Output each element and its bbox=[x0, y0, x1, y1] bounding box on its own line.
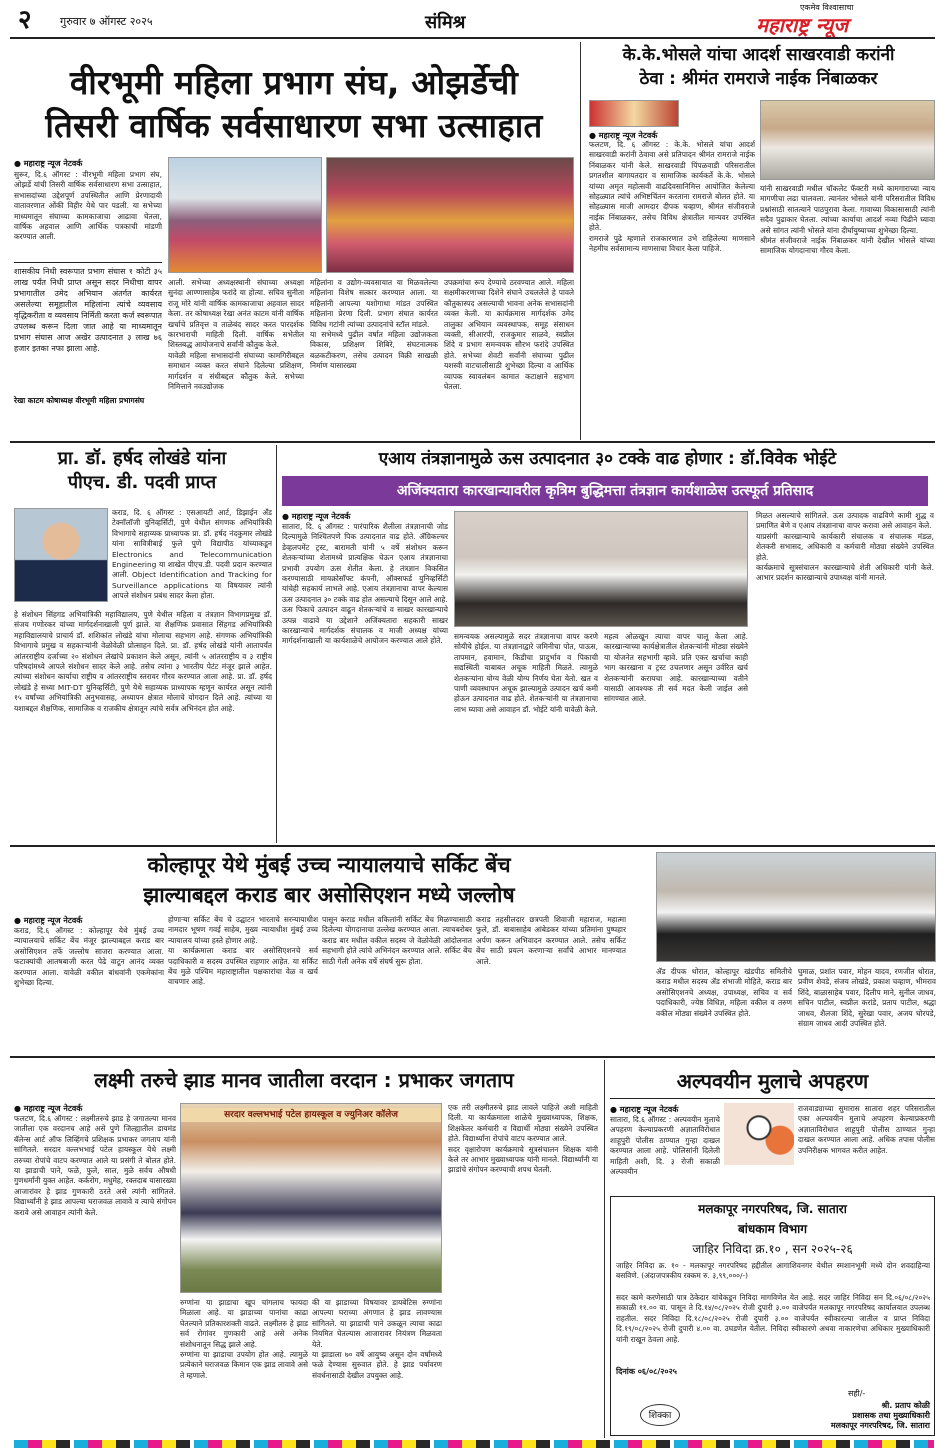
story2-col2: यांनी साखरवाडी मधील चॉकलेट फॅक्टरी मध्ये कामगाराच्या न्याय मागणीचा लढा चालवला. त्यानंतर भोसले यांनी परिसरातील विविध प्रश्नांसाठी सातत्याने पाठपुरावा केला. गावाच्या विकासासाठी त्यांनी सदैव पुढाकार घेतला. त्यांच्या कार्याचा आदर्श नव्या पिढीने घ्यावा असे सांगत त्यांनी भोसले यांना दीर्घायुष्याच्या शुभेच्छा दिल्या. श्रीमंत संजीवराजे नाईक निंबाळकर यांनी देखील भोसले यांच्या सामाजिक योगदानाचा गौरव केला. bbox=[760, 184, 935, 256]
story6-headline: लक्ष्मी तरुचे झाड मानव जातीला वरदान : प्रभाकर जगताप bbox=[94, 1068, 514, 1092]
notice-designation: प्रशासक तथा मुख्याधिकारी bbox=[852, 1411, 930, 1420]
story7-rule bbox=[610, 1098, 935, 1099]
story6-col4: एक तरी लक्ष्मीतरुचे झाड लावले पाहिजे अशी माहिती दिली. या कार्यक्रमाला शाळेचे मुख्याध्यापक, शिक्षक, शिक्षकेतर कर्मचारी व विद्यार्थी मोठ्या संख्येने उपस्थित होते. विद्यार्थ्यांना रोपांचे वाटप करण्यात आले. सदर वृक्षारोपण कार्यक्रमाचे सूत्रसंचालन शिक्षक यांनी केले तर आभार मुख्याध्यापक यांनी मानले. विद्यार्थ्यांनी या झाडांचे संगोपन करण्याची शपथ घेतली. bbox=[448, 1103, 598, 1175]
color-registration-bar bbox=[14, 1440, 934, 1448]
story5-col1: कराड, दि.६ ऑगस्ट : कोल्हापूर येथे मुंबई उच्च न्यायालयाचे सर्किट बेंच मंजूर झाल्याबद्दल कराड बार असोसिएशन तर्फे जल्लोष साजरा करण्यात आला. फटाक्यांची आतषबाजी करत पेढे वाटून आनंद व्यक्त करण्यात आला. यावेळी वकील बांधवांनी एकमेकांना शुभेच्छा दिल्या. bbox=[14, 926, 164, 988]
column-rule-story3 bbox=[276, 445, 277, 843]
story6-byline: ● महाराष्ट्र न्यूज नेटवर्क bbox=[14, 1104, 83, 1113]
story3-headline bbox=[14, 447, 270, 495]
story5-col5: ॲड दीपक थोरात, कोल्हापूर खंडपीठ समितीचे कराड मधील सदस्य ॲड संभाजी मोहिते, कराड बार असोसिएशनचे अध्यक्ष, उपाध्यक्ष, सचिव व सर्व पदाधिकारी, ज्येष्ठ विधिज्ञ, महिला वकील व तरुण वकील मोठ्या संख्येने उपस्थित होते. bbox=[656, 967, 792, 1018]
story1-divider bbox=[14, 262, 162, 263]
story5-headline-line2: झाल्याबद्दल कराड बार असोसिएशन मध्ये जल्लोष bbox=[143, 883, 515, 907]
story3-col2: हे संशोधन सिंहगड अभियांत्रिकी महाविद्यालय, पुणे येथील महिला व तंत्रज्ञान विभागप्रमुख डॉ. संजय गणोरकर यांच्या मार्गदर्शनाखाली पूर्ण झाले. या शैक्षणिक प्रवासात सिंहगड अभियांत्रिकी महाविद्यालयाचे प्राचार्य डॉ. शशिकांत लोखंडे यांचा मोलाचा सहभाग आहे. संगणक अभियांत्रिकी विभागाचे प्रमुख व सहकाऱ्यांनी वेळोवेळी प्रोत्साहन दिले. प्रा. डॉ. हर्षद लोखंडे यांनी आतापर्यंत आंतरराष्ट्रीय दर्जाच्या २० संशोधन लेखांचे प्रकाशन केले असून, त्यांनी ५ आंतरराष्ट्रीय व ३ राष्ट्रीय परिषदांमध्ये आपले संशोधन सादर केले आहे. तसेच त्यांना ३ भारतीय पेटंट मंजूर झाले आहेत. त्यांच्या संशोधन कार्याचा राष्ट्रीय व आंतरराष्ट्रीय स्तरावर गौरव करण्यात आला आहे. प्रा. डॉ. हर्षद लोखंडे हे सध्या MIT-DT युनिव्हर्सिटी, पुणे येथे सहाय्यक प्राध्यापक म्हणून कार्यरत असून त्यांनी १५ वर्षांच्या अभियांत्रिकी अनुभवासह, अध्यापन क्षेत्रात मोलाचे योगदान दिले आहे. त्यांच्या या यशाबद्दल शैक्षणिक, सामाजिक व राजकीय क्षेत्रातून त्यांचे सर्वत्र अभिनंदन होत आहे. bbox=[14, 610, 272, 713]
story7-byline-text: महाराष्ट्र न्यूज नेटवर्क bbox=[619, 1105, 679, 1114]
story7-byline: ● महाराष्ट्र न्यूज नेटवर्क bbox=[610, 1105, 679, 1114]
story1-caption-credit: रेखा काटम कोषाध्यक्ष वीरभूमी महिला प्रभागसंघ bbox=[14, 396, 145, 405]
story5-byline: ● महाराष्ट्र न्यूज नेटवर्क bbox=[14, 916, 83, 925]
story5-byline-text: महाराष्ट्र न्यूज नेटवर्क bbox=[23, 916, 83, 925]
newspaper-logo: महाराष्ट्र न्यूज bbox=[756, 13, 849, 37]
column-rule-bottom bbox=[604, 1060, 605, 1438]
story6-photo-banner-text: सरदार वल्लभभाई पटेल हायस्कूल व ज्युनिअर कॉलेज bbox=[181, 1108, 441, 1122]
story1-col3: महिलांना व उद्योग-व्यवसायात या मिळवलेल्या महिलांना विशेष सत्कार करण्यात आला. या महिलांनी आपल्या यशोगाथा मांडत उपस्थित महिलांना प्रेरणा दिली. प्रभाग संघात कार्यरत विविध गटांनी त्यांच्या उत्पादनांचे स्टॉल मांडले. या सभेमध्ये पुढील वर्षात महिला उद्योजकता विकास, प्रशिक्षण शिबिरे, संघटनात्मक बळकटीकरण, तसेच उत्पादन विक्री साखळी निर्माण यासारख्या bbox=[310, 278, 438, 371]
notice-para2: सदर कामे करणेसाठी पात्र ठेकेदार यांचेकडून निविदा मागविणेत येत आहे. सदर जाहिर निविदा सन दि.०६/०८/२०२५ सकाळी ११.०० वा. पासून ते दि.१४/०८/२०२५ रोजी दुपारी ३.०० वाजेपर्यंत मलकापूर नगरपरिषद कार्यालयात उपलब्ध राहतील. सदर निविदा दि.१८/०८/२०२५ रोजी दुपारी ३.०० वाजेपर्यंत स्वीकारल्या जातील व प्राप्त निविदा दि.१९/०८/२०२५ रोजी दुपारी ४.०० वा. उघडणेत येतील. निविदा स्वीकारणे अथवा नाकारणेचा अधिकार मुख्याधिकारी यांनी राखून ठेवला आहे. bbox=[616, 1293, 930, 1344]
story1-col2: आली. सभेच्या अध्यक्षस्थानी संघाच्या अध्यक्षा सुनंदा आण्णासाहेब फरांदे या होत्या. सचिव सुनीता राजू मोरे यांनी वार्षिक कामकाजाचा अहवाल सादर केला. तर कोषाध्यक्ष रेखा अनंत काटम यांनी वार्षिक खर्चाचे प्रतिवृत्त व ताळेबंद सादर करत पारदर्शक कारभाराची माहिती दिली. वार्षिक सभेतील शिस्तबद्ध आयोजनाचे सर्वांनी कौतुक केले. यावेळी महिला सभासदांनी संघाच्या कामगिरीबद्दल समाधान व्यक्त करत संघाने दिलेल्या प्रशिक्षण, मार्गदर्शन व संधीबद्दल कौतुक केले. सभेच्या निमित्ताने नवउद्योजक bbox=[168, 278, 304, 392]
notice-tender-number: जाहिर निविदा क्र.१० , सन २०२५-२६ bbox=[692, 1242, 853, 1256]
story5-col6: घुमाळ, प्रशांत पवार, मोहन यादव, रणजीत थोरात, प्रवीण शेवडे, संजय लोखंडे, प्रकाश चव्हाण, भीमराव शिंदे, बाळासाहेब पवार, दिलीप माने, सुनील जाधव, सचिन पाटील, स्वप्नील करांडे, प्रताप पाटील, श्रद्धा जाधव, शैलजा शिंदे, सुरेखा पवार, अजय घोरपडे, संग्राम जाधव आदी उपस्थित होते. bbox=[798, 967, 936, 1029]
story5-headline bbox=[14, 850, 644, 910]
story7-col2: राजवाड्याच्या सुमारास सातारा शहर परिसरातील एका अल्पवयीन मुलाचे अपहरण केल्याप्रकरणी अज्ञाताविरोधात शाहूपुरी पोलीस ठाण्यात गुन्हा दाखल करण्यात आला आहे. अधिक तपास पोलीस उपनिरीक्षक भागवत करीत आहेत. bbox=[798, 1104, 935, 1155]
story4-subhead-banner: अजिंक्यतारा कारखान्यावरील कृत्रिम बुद्धिमत्ता तंत्रज्ञान कार्यशाळेस उत्स्फूर्त प्रतिसाद bbox=[282, 476, 928, 506]
masthead-rule bbox=[10, 37, 935, 39]
story6-photo-school bbox=[180, 1103, 442, 1293]
story2-byline-text: महाराष्ट्र न्यूज नेटवर्क bbox=[598, 131, 658, 140]
story1-headline-line1: वीरभूमी महिला प्रभाग संघ, ओझर्डेची bbox=[69, 63, 519, 102]
notice-signatory: श्री. प्रताप कोळी bbox=[881, 1401, 930, 1410]
story2-byline: ● महाराष्ट्र न्यूज नेटवर्क bbox=[589, 131, 658, 140]
story1-col4: उपक्रमांचा रूप देण्याचे ठरवण्यात आले. महिला सक्षमीकरणाच्या दिशेने संघाने उचललेले हे पावले कौतुकास्पद असल्याची भावना अनेक सभासदांनी व्यक्त केली. या कार्यक्रमास मार्गदर्शक उमेद तालुका अभियान व्यवस्थापक, समूह संसाधन व्यक्ती, सीआरपी, राजकुमार साळवे, स्वप्नील शिंदे व प्रभाग समन्वयक सौरभ फरांदे उपस्थित होते. सभेच्या शेवटी सर्वांनी संघाच्या पुढील यशस्वी वाटचालीसाठी शुभेच्छा दिल्या व आर्थिक व्यापक स्वावलंबन कामात कटाक्षाने सहभाग घेतला. bbox=[444, 278, 574, 392]
story6-col1: फलटण, दि.६ ऑगस्ट : लक्ष्मीतरुचे झाड हे जगातल्या मानव जातीला एक वरदानच आहे असे पुणे जिल्ह्यातील डायमंड बॅलेन्स आर्ट ऑफ लिव्हिंगचे प्रशिक्षक प्रभाकर जगताप यांनी सांगितले. सरदार वल्लभभाई पटेल हायस्कूल येथे लक्ष्मी तरुच्या रोपांचे वाटप करण्यात आले या प्रसंगी ते बोलत होते. या झाडाची पाने, फळे, फुले, साल, मुळे सर्वच औषधी गुणधर्मांनी युक्त आहेत. कर्करोग, मधुमेह, रक्तदाब यासारख्या आजारांवर हे झाड गुणकारी ठरते असे त्यांनी सांगितले. विद्यार्थ्यांनी हे झाड आपल्या घराजवळ लावावे व त्याचे संगोपन करावे असे आवाहन त्यांनी केले. bbox=[14, 1114, 176, 1217]
story5-col3: पासून कराड मधील वकिलांनी सर्किट बेंच मिळण्यासाठी दिलेल्या योगदानाचा उल्लेख करण्यात आला. त्याचबरोबर कराड बार मधील वकील सदस्य जे वेळोवेळी आंदोलनात सहभागी होते त्यांचे अभिनंदन करण्यात आले. सर्किट बेंच साठी गेली अनेक वर्षे संघर्ष सुरू होता. bbox=[322, 915, 472, 966]
story2-headline bbox=[586, 43, 931, 91]
story6-col3: की या झाडाच्या विषयावर डायबेटिस रुग्णांना आपल्या घराच्या अंगणात हे झाड लावण्यास सांगितले. या झाडाची पाने उकळून त्याचा काढा नियमित घेतल्यास आजारावर नियंत्रण मिळवता येते. या झाडाला ७० वर्षे आयुष्य असून दोन वर्षांमध्ये फळे देण्यास सुरुवात होते. हे झाड पर्यावरण संवर्धनासाठी देखील उपयुक्त आहे. bbox=[312, 1298, 442, 1380]
story4-col3: महत्व ओळखून त्याचा वापर चालू केला आहे. कारखान्याच्या कार्यक्षेत्रातील शेतकऱ्यांनी मोठ्या संख्येने या योजनेत सहभागी व्हावे. प्रति एकर खर्चाचा काही भाग कारखाना व ट्रस्ट उचलणार असून उर्वरित खर्च शेतकऱ्यांनी करायचा आहे. कारखान्याच्या वतीने यासाठी आवश्यक ती सर्व मदत केली जाईल असे सांगण्यात आले. bbox=[604, 632, 748, 704]
story6-col2: रुग्णांना या झाडाचा खूप चांगलाच फायदा मिळाला आहे. या झाडाच्या पानांचा काढा घेतल्याने प्रतिकारशक्ती वाढते. लक्ष्मीतरु हे झाड सर्व रोगांवर गुणकारी आहे असे अनेक संशोधनातून सिद्ध झाले आहे. रुग्णांना या झाडाचा उपयोग होत आहे. त्यामुळे प्रत्येकाने घराजवळ किमान एक झाड लावावे असे ते म्हणाले. bbox=[180, 1298, 308, 1380]
story1-headline-line2: तिसरी वार्षिक सर्वसाधारण सभा उत्साहात bbox=[45, 106, 543, 145]
story2-col1: फलटण, दि. ६ ऑगस्ट : के.के. भोसले यांचा आदर्श साखरवाडी करांनी ठेवावा असे प्रतिपादन श्रीमंत रामराजे नाईक निंबाळकर यांनी केले. साखरवाडी पिंपळवाडी परिसरातील प्रगतशील बागायतदार व सामाजिक कार्यकर्ते के.के. भोसले यांच्या अमृत महोत्सवी वाढदिवसानिमित्त आयोजित केलेल्या सोहळ्यात त्यांचे अभिष्टचिंतन करताना रामराजे बोलत होते. या सोहळ्यास माजी आमदार दीपक चव्हाण, श्रीमंत संजीवराजे नाईक निंबाळकर, तसेच विविध क्षेत्रातील मान्यवर उपस्थित होते. रामराजे पुढे म्हणाले राजकारणात उभे राहिलेल्या माणसाने नेहमीच सर्वसामान्य माणसाचा विचार केला पाहिजे. bbox=[589, 140, 755, 254]
story7-headline: अल्पवयीन मुलाचे अपहरण bbox=[676, 1069, 869, 1093]
story3-headline-line2: पीएच. डी. पदवी प्राप्त bbox=[67, 472, 217, 493]
story4-col4: मिळत असल्याचे सांगितले. ऊस उत्पादक वाढविणे कामी शुद्ध व प्रमाणित बेणे व एआय तंत्रज्ञानाचा वापर करावा असे आवाहन केले. याप्रसंगी कारखान्याचे कार्यकारी संचालक व संचालक मंडळ, शेतकरी सभासद, अधिकारी व कर्मचारी मोठ्या संख्येने उपस्थित होते. कार्यक्रमाचे सूत्रसंचालन कारखान्याचे शेती अधिकारी यांनी केले. आभार प्रदर्शन कारखान्याचे उपाध्यक्ष यांनी मानले. bbox=[756, 511, 934, 583]
notice-para1: जाहिर निविदा क्र. १० - मलकापूर नगरपरिषद हद्दीतील आगाशिवनगर येथील स्मशानभूमी मध्ये दोन शवदाहिन्या बसविणे. (अंदाजपत्रकीय रक्कम रु. ३,९९,०००/-) bbox=[616, 1261, 930, 1281]
story5-photo-lawyers bbox=[656, 852, 936, 962]
page-number: २ bbox=[18, 5, 32, 35]
story3-col1: कराड, दि. ६ ऑगस्ट : एसआयटी आर्ट, डिझाईन ॲंड टेक्नॉलॉजी युनिव्हर्सिटी, पुणे येथील संगणक अभियांत्रिकी विभागाचे सहाय्यक प्राध्यापक प्रा. डॉ. हर्षद नंदकुमार लोखंडे यांना सावित्रीबाई फुले पुणे विद्यापीठ यांच्याकडून Electronics and Telecommunication Engineering या शाखेत पीएच.डी. पदवी प्रदान करण्यात आली. Object Identification and Tracking for Surveillance applications या विषयावर त्यांनी आपले संशोधन प्रबंध सादर केला होता. bbox=[112, 508, 272, 601]
story4-byline: ● महाराष्ट्र न्यूज नेटवर्क bbox=[282, 512, 351, 521]
story1-photo-women-officials bbox=[168, 157, 322, 273]
masthead-tagline: एकमेव विश्वासाचा bbox=[800, 3, 854, 12]
notice-office: मलकापूर नगरपरिषद, जि. सातारा bbox=[830, 1421, 930, 1430]
story4-col2: समन्वयक असल्यामुळे सदर तंत्रज्ञानाचा वापर करणे सोयीचे होईल. या तंत्रज्ञानाद्वारे जमिनीचा पोत, पाऊस, तापमान, हवामान, किडीचा प्रादुर्भाव व पिकाची सद्यस्थिती याबाबत अचूक माहिती मिळते. त्यामुळे शेतकऱ्यांना योग्य वेळी योग्य निर्णय घेता येतो. खत व पाणी व्यवस्थापन अचूक झाल्यामुळे उत्पादन खर्च कमी होऊन उत्पादनात वाढ होते. शेतकऱ्यांनी या तंत्रज्ञानाचा लाभ घ्यावा असे आवाहन डॉ. भोईटे यांनी यावेळी केले. bbox=[454, 632, 598, 714]
story2-headline-line2: ठेवा : श्रीमंत रामराजे नाईक निंबाळकर bbox=[639, 69, 878, 89]
story4-col1: सातारा, दि. ६ ऑगस्ट : पारंपारिक शैलीला तंत्रज्ञानाची जोड दिल्यामुळे निश्चितपणे पिक उत्पादनात वाढ होते. ॲग्रिकल्चर डेव्हलपमेंट ट्रस्ट, बारामती यांनी ५ वर्षे संशोधन करून शेतकऱ्यांच्या शेतामध्ये प्रात्यक्षिक घेऊन एआय तंत्रज्ञानाचा प्रभावी उपयोग ऊस शेतीत केला. हे तंत्रज्ञान विकसित करण्यासाठी मायक्रोसॉफ्ट कंपनी, ऑक्सफर्ड युनिव्हर्सिटी यांचेही सहकार्य लाभले आहे. एआय तंत्रज्ञानाचा वापर केल्यास ऊस उत्पादनात ३० टक्के वाढ होत असल्याचे दिसून आले आहे. ऊस पिकाचे उत्पादन वाढून शेतकऱ्यांचे व साखर कारखान्याचे उत्पन्न वाढावे या उद्देशाने अजिंक्यतारा सहकारी साखर कारखान्याचे मार्गदर्शक संचालक व माजी अध्यक्ष यांच्या मार्गदर्शनाखाली या कार्यशाळेचे आयोजन करण्यात आले होते. bbox=[282, 522, 448, 646]
issue-date: गुरुवार ७ ऑगस्ट २०२५ bbox=[60, 15, 153, 28]
section-rule-1 bbox=[10, 441, 935, 443]
story7-illustration bbox=[724, 1103, 794, 1165]
section-rule-3 bbox=[10, 1056, 935, 1058]
story2-photo-stage bbox=[589, 100, 679, 127]
story1-headline bbox=[14, 61, 574, 147]
story3-headline-line1: प्रा. डॉ. हर्षद लोखंडे यांना bbox=[57, 448, 227, 469]
story2-photo-audience bbox=[760, 100, 935, 180]
story1-col1-bottom: शासकीय निधी स्वरूपात प्रभाग संघास १ कोटी ३५ लाख पर्यंत निधी प्राप्त असून सदर निधीचा वापर प्रभागातील उमेद अभियान अंतर्गत कार्यरत असलेल्या समूहातील महिलांना त्यांचे व्यवसाय वृद्धिकरीता व व्यवसाय निर्मिती करता कर्ज स्वरूपात उपलब्ध करून दिला जात आहे या माध्यमातून प्रभाग संघास आज अखेर उत्पादनात ३ लाख ७६ हजार इतका नफा झाला आहे. bbox=[14, 267, 162, 353]
story5-headline-line1: कोल्हापूर येथे मुंबई उच्च न्यायालयाचे सर्किट बेंच bbox=[147, 853, 511, 877]
story4-headline: एआय तंत्रज्ञानामुळे ऊस उत्पादनात ३० टक्के वाढ होणार : डॉ.विवेक भोईटे bbox=[378, 449, 837, 469]
story6-byline-text: महाराष्ट्र न्यूज नेटवर्क bbox=[23, 1104, 83, 1113]
notice-stamp: शिक्का bbox=[640, 1404, 680, 1426]
notice-title: मलकापूर नगरपरिषद, जि. सातारा bbox=[698, 1202, 847, 1216]
notice-date: दिनांक ०६/०८/२०२५ bbox=[616, 1367, 677, 1376]
story5-col2: होणाऱ्या सर्किट बेंच चे उद्घाटन भारताचे सरन्यायाधीश नामदार भूषण गवई साहेब, मुख्य न्यायाधीश मुंबई उच्च न्यायालय यांच्या हस्ते होणार आहे. या कार्यक्रमाला कराड बार असोसिएशनचे सर्व पदाधिकारी व सदस्य उपस्थित राहणार आहेत. या सर्किट बेंच मुळे पश्चिम महाराष्ट्रातील पक्षकारांचा वेळ व खर्च वाचणार आहे. bbox=[168, 915, 318, 987]
story4-photo-group bbox=[454, 511, 748, 627]
story1-byline: ● महाराष्ट्र न्यूज नेटवर्क bbox=[14, 159, 83, 168]
story5-col4: कराड तहसीलदार छत्रपती शिवाजी महाराज, महात्मा फुले, डॉ. बाबासाहेब आंबेडकर यांच्या प्रतिमांना पुष्पहार अर्पण करून अभिवादन करण्यात आले. तसेच सर्किट बेंच साठी प्रयत्न करणाऱ्या सर्वांचे आभार मानण्यात आले. bbox=[476, 915, 626, 966]
story1-col1-top: सुरूर, दि.६ ऑगस्ट : वीरभूमी महिला प्रभाग संघ, ओझर्डे यांची तिसरी वार्षिक सर्वसाधारण सभा उत्साहात, सभासदांच्या उद्देशपूर्ण उपस्थितीत आणि प्रेरणादायी वातावरणात ओंकी विहीर येथे पार पडली. या सभेच्या माध्यमातून संघाच्या कामकाजाचा आढावा घेतला, वार्षिक अहवाल आणि आर्थिक पत्रकाची मांडणी करण्यात आली. bbox=[14, 170, 162, 242]
story2-headline-line1: के.के.भोसले यांचा आदर्श साखरवाडी करांनी bbox=[622, 45, 895, 65]
story1-byline-text: महाराष्ट्र न्यूज नेटवर्क bbox=[23, 159, 83, 168]
notice-sign-label: सही/- bbox=[848, 1389, 866, 1398]
section-title: संमिश्र bbox=[425, 12, 466, 33]
section-rule-2 bbox=[10, 845, 935, 847]
story3-portrait-photo bbox=[14, 508, 108, 602]
story1-photo-audience bbox=[326, 157, 574, 273]
story7-col1: सातारा, दि.६ ऑगस्ट : अल्पवयीन मुलाचे अपहरण केल्याप्रकरणी अज्ञाताविरोधात शाहूपुरी पोलीस ठाण्यात गुन्हा दाखल करण्यात आला आहे. पोलिसांनी दिलेली माहिती अशी, दि. ३ रोजी सकाळी अल्पवयीन bbox=[610, 1115, 720, 1177]
story4-byline-text: महाराष्ट्र न्यूज नेटवर्क bbox=[291, 512, 351, 521]
column-rule-right bbox=[580, 42, 581, 440]
notice-department: बांधकाम विभाग bbox=[737, 1222, 808, 1236]
